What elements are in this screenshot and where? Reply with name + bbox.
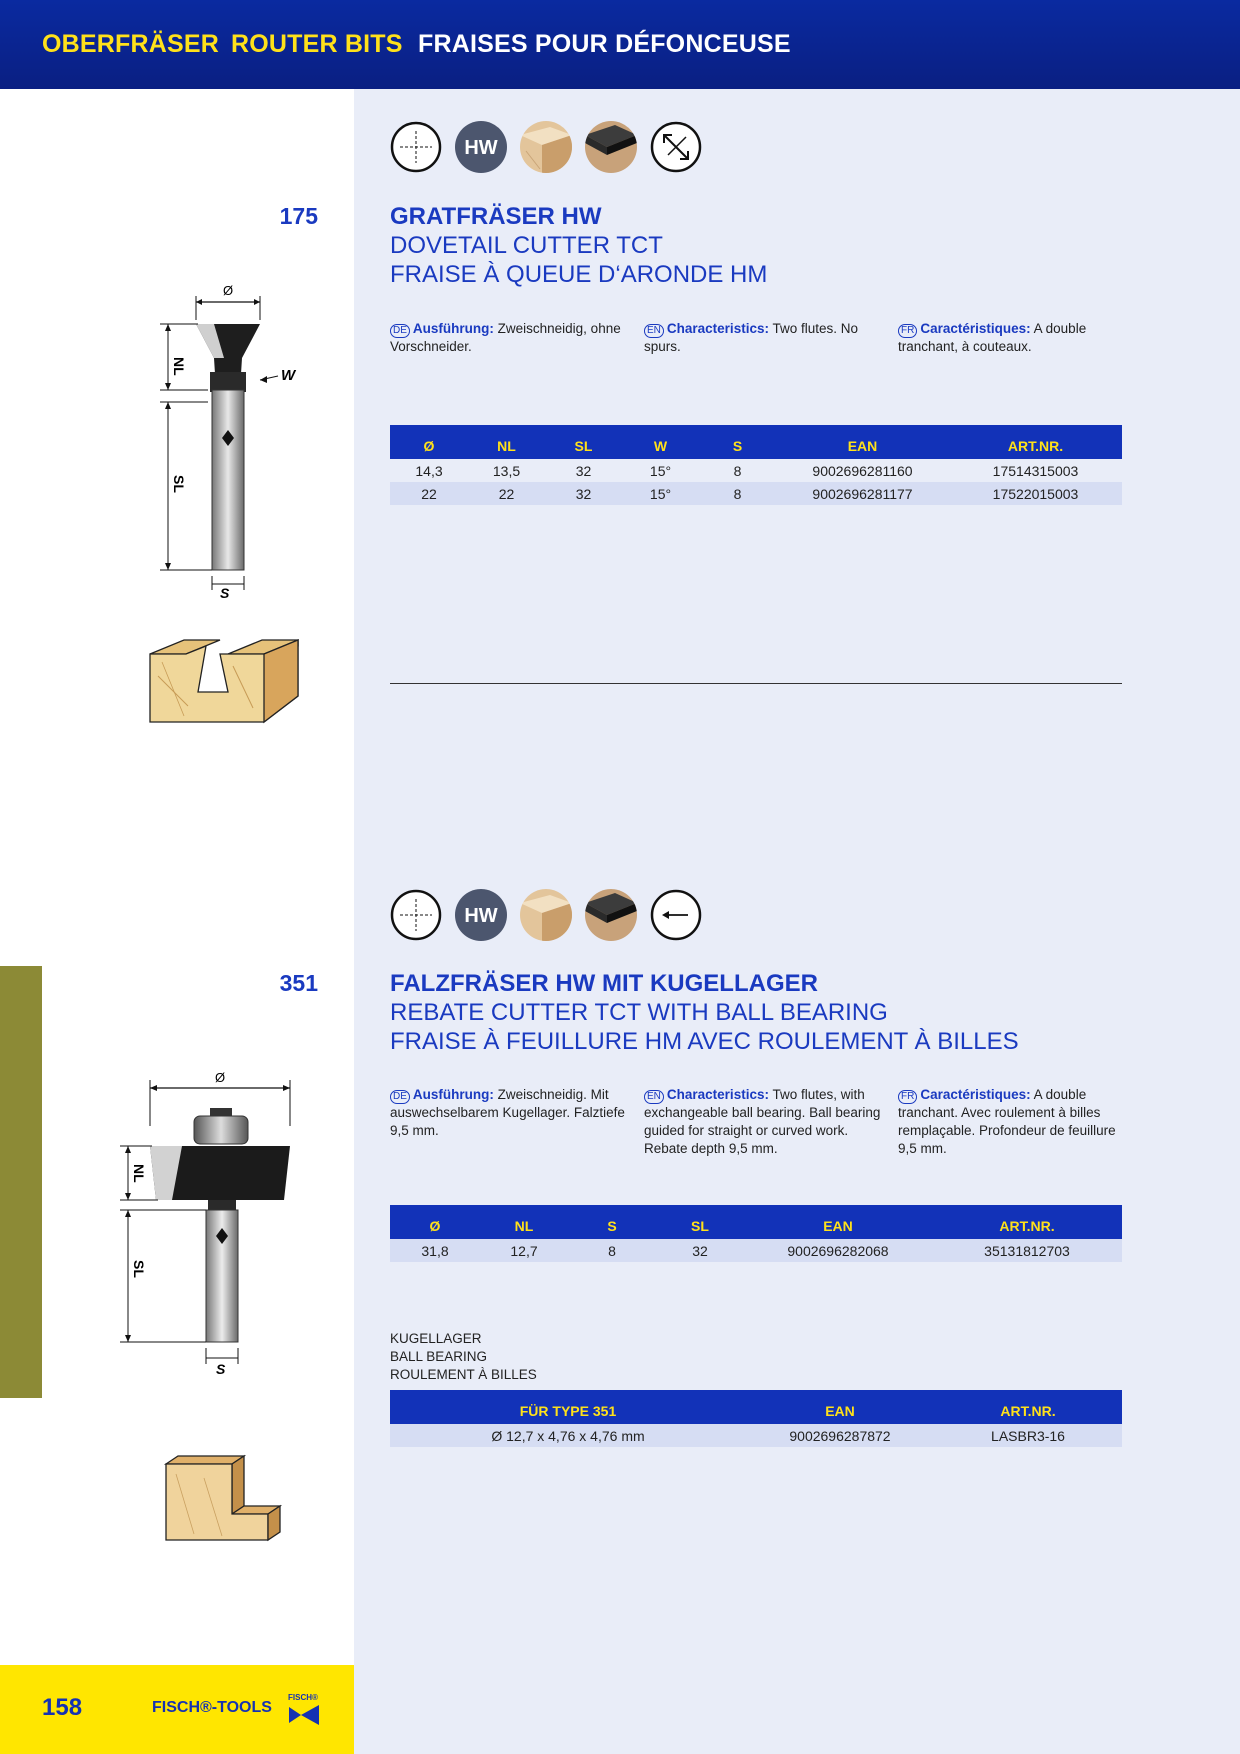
product-title-en: DOVETAIL CUTTER TCT [390,232,663,259]
rebate-cutter-drawing [112,1060,312,1380]
table-row: 22 22 32 15° 8 9002696281177 17522015003 [390,482,1122,505]
section-tab [0,966,42,1398]
table-header-row: Ø NL SL W S EAN ART.NR. [390,425,1122,459]
header-title-fr: FRAISES POUR DÉFONCEUSE [418,30,791,58]
svg-text:W: W [281,367,296,384]
product-title-en: REBATE CUTTER TCT WITH BALL BEARING [390,999,888,1026]
hw-badge-icon [455,121,507,173]
spec-table-351 [390,1205,1122,1262]
product-title-fr: FRAISE À FEUILLURE HM AVEC ROULEMENT À BILLES [390,1028,1019,1055]
coated-board-icon [585,121,637,173]
svg-text:HW: HW [464,137,498,159]
svg-text:SL: SL [131,1260,147,1278]
table-row: 31,8 12,7 8 32 9002696282068 35131812703 [390,1239,1122,1262]
svg-text:SL: SL [171,475,187,493]
feed-direction-icon [650,121,702,173]
hw-badge-icon [455,889,507,941]
coated-board-icon [585,889,637,941]
description-en: EN Characteristics: Two flutes, with exchangeable ball bearing. Ball bearing guided for straight or curved work. Rebate depth 9,5 mm. [644,1087,881,1156]
page-number: 158 [42,1694,83,1721]
section-divider [390,683,1122,684]
arrow-left-icon [650,889,702,941]
svg-text:NL: NL [171,357,187,376]
svg-text:Ø: Ø [222,283,234,298]
softwood-icon [520,121,572,173]
description-de: DE Ausführung: Zweischneidig, ohne Vorschneider. [390,321,621,354]
fisch-logo-icon [285,1691,325,1731]
product-title-fr: FRAISE À QUEUE D‘ARONDE HM [390,261,768,288]
description-fr: FR Caractéristiques: A double tranchant. Avec roulement à billes remplaçable. Profondeur de feuillure 9,5 mm. [898,1087,1116,1156]
svg-text:FISCH®: FISCH® [288,1693,318,1702]
table-row: 14,3 13,5 32 15° 8 9002696281160 17514315003 [390,459,1122,482]
svg-text:Ø: Ø [214,1070,226,1085]
svg-text:S: S [220,585,230,600]
description-de: DE Ausführung: Zweischneidig. Mit auswechselbarem Kugellager. Falztiefe 9,5 mm. [390,1087,625,1138]
table-header-row: Ø NL S SL EAN ART.NR. [390,1205,1122,1239]
crosshair-icon [390,889,442,941]
softwood-icon [520,889,572,941]
brand-name: FISCH®-TOOLS [152,1699,272,1716]
bearing-table [390,1390,1122,1447]
product-title-de: FALZFRÄSER HW MIT KUGELLAGER [390,970,818,997]
svg-text:HW: HW [464,905,498,927]
product-number: 351 [279,970,318,996]
header-title-en: ROUTER BITS [231,30,403,58]
product-number: 175 [279,203,318,229]
rebate-joint-illustration [164,1454,290,1544]
dovetail-joint-illustration [148,636,308,726]
dovetail-cutter-drawing [148,280,318,600]
description-fr: FR Caractéristiques: A double tranchant, à couteaux. [898,321,1087,354]
bearing-label: KUGELLAGER BALL BEARING ROULEMENT À BILLES [390,1331,537,1382]
page-header [0,0,1240,89]
description-en: EN Characteristics: Two flutes. No spurs. [644,321,859,354]
spec-table-175 [390,425,1122,505]
svg-text:S: S [216,1361,226,1377]
product-title-de: GRATFRÄSER HW [390,203,602,230]
crosshair-icon [390,121,442,173]
table-header-row: FÜR TYPE 351 EAN ART.NR. [390,1390,1122,1424]
table-row: Ø 12,7 x 4,76 x 4,76 mm 9002696287872 LASBR3-16 [390,1424,1122,1447]
header-title-de: OBERFRÄSER [42,30,220,58]
svg-text:NL: NL [131,1164,147,1183]
